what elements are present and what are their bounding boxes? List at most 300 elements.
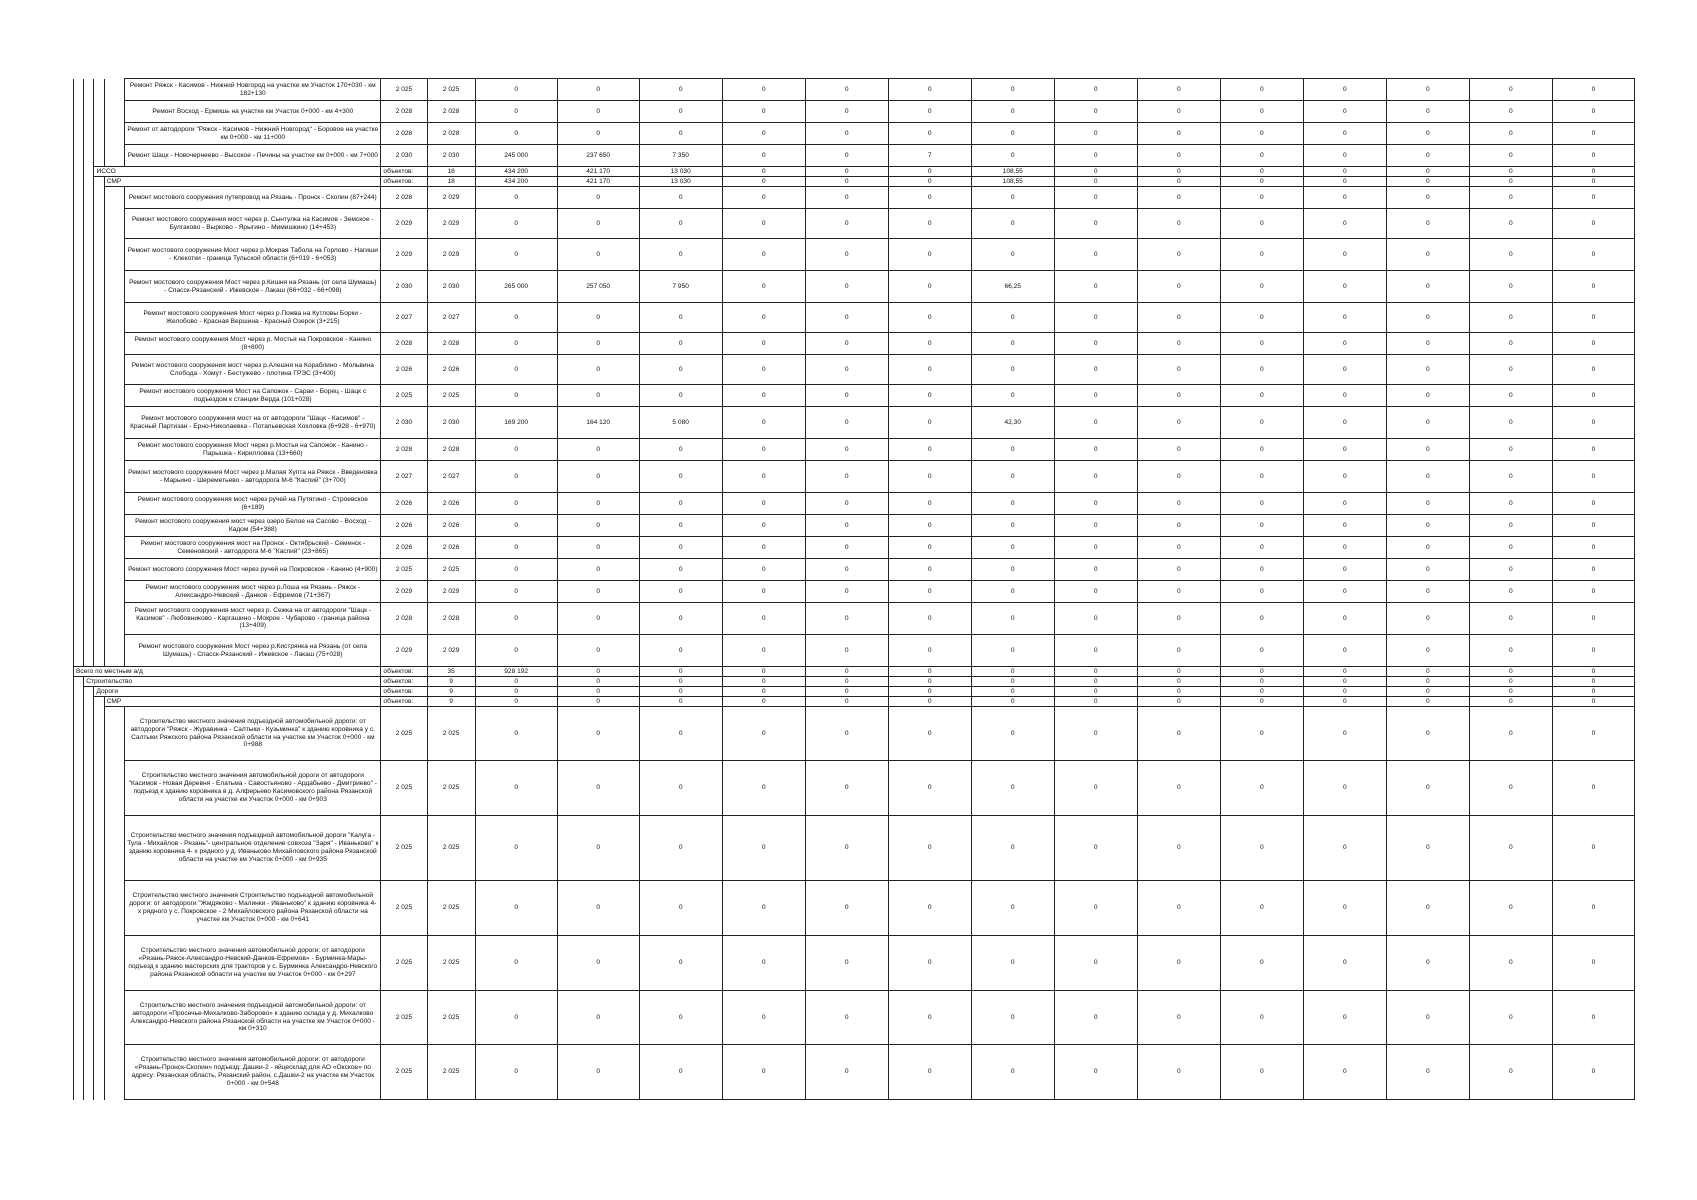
value-cell: 0 bbox=[888, 635, 971, 667]
value-cell: 0 bbox=[1552, 559, 1634, 581]
value-cell: 0 bbox=[1386, 707, 1469, 761]
value-cell: 0 bbox=[1220, 303, 1303, 333]
value-cell: 0 bbox=[1552, 239, 1634, 271]
indent-cell bbox=[74, 439, 84, 461]
object-name-cell: Ремонт Ряжск - Касимов - Нижний Новгород на участке км Участок 170+030 - км 182+130 bbox=[125, 79, 381, 101]
value-cell: 0 bbox=[1386, 271, 1469, 303]
object-name-cell: Строительство местного значения подъездной автомобильной дороги: от автодороги "Ряжск - Журавинка - Салтыки - Кузьминка" к зданию коровника у с. Салтыки Ряжского района Рязанской области на участке км Участок 0+000 - км 0+988 bbox=[125, 707, 381, 761]
value-cell: 0 bbox=[1552, 355, 1634, 385]
value-cell: 0 bbox=[805, 881, 888, 936]
value-cell: 0 bbox=[1137, 581, 1220, 603]
value-cell: 0 bbox=[1054, 167, 1137, 177]
value-cell: 0 bbox=[888, 581, 971, 603]
value-cell: 0 bbox=[888, 239, 971, 271]
value-cell: 0 bbox=[1220, 936, 1303, 991]
indent-cell bbox=[104, 707, 124, 761]
indent-cell bbox=[74, 177, 84, 187]
value-cell: 0 bbox=[888, 991, 971, 1045]
value-cell: 0 bbox=[475, 79, 557, 101]
indent-cell bbox=[84, 303, 94, 333]
end-year-cell: 2 028 bbox=[427, 123, 475, 145]
value-cell: 0 bbox=[888, 355, 971, 385]
value-cell: 0 bbox=[1386, 667, 1469, 677]
value-cell: 0 bbox=[1303, 881, 1386, 936]
table-row bbox=[74, 936, 1635, 991]
indent-cell bbox=[74, 581, 84, 603]
value-cell: 0 bbox=[805, 209, 888, 239]
value-cell: 0 bbox=[1552, 209, 1634, 239]
object-name-cell: Строительство местного значения автомобильной дороги: от автодороги «Рязань-Пронск-Скопин» подъезд: Дашки-2 - яйцесклад для АО «Окское» по адресу: Рязанская область, Рязанский район, с.Дашки-2 на участке км Участок 0+000 - км 0+548 bbox=[125, 1045, 381, 1100]
value-cell: 0 bbox=[557, 439, 639, 461]
start-year-cell: 2 028 bbox=[381, 187, 427, 209]
value-cell: 0 bbox=[1137, 761, 1220, 816]
value-cell: 0 bbox=[1386, 881, 1469, 936]
value-cell: 0 bbox=[1303, 407, 1386, 439]
value-cell: 0 bbox=[971, 439, 1054, 461]
indent-cell bbox=[74, 991, 84, 1045]
indent-cell bbox=[84, 559, 94, 581]
indent-cell bbox=[84, 515, 94, 537]
value-cell: 0 bbox=[557, 461, 639, 493]
value-cell: 0 bbox=[1386, 333, 1469, 355]
start-year-cell: 2 030 bbox=[381, 407, 427, 439]
end-year-cell: 2 025 bbox=[427, 816, 475, 881]
start-year-cell: 2 028 bbox=[381, 333, 427, 355]
value-cell: 0 bbox=[475, 559, 557, 581]
object-name-cell: Ремонт мостового сооружения мост через р.Алешня на Кораблино - Мольвина Слобода - Хомут - Бестужево - плотина ГРЭС (3+400) bbox=[125, 355, 381, 385]
group-label-cell: СМР bbox=[104, 177, 381, 187]
value-cell: 0 bbox=[805, 559, 888, 581]
value-cell: 0 bbox=[1552, 603, 1634, 635]
end-year-cell: 2 028 bbox=[427, 603, 475, 635]
value-cell: 0 bbox=[639, 439, 722, 461]
value-cell: 0 bbox=[805, 239, 888, 271]
value-cell: 0 bbox=[557, 493, 639, 515]
table-row bbox=[74, 559, 1635, 581]
indent-cell bbox=[94, 239, 104, 271]
table-row bbox=[74, 145, 1635, 167]
value-cell: 0 bbox=[888, 761, 971, 816]
value-cell: 0 bbox=[1552, 761, 1634, 816]
value-cell: 0 bbox=[722, 123, 805, 145]
value-cell: 0 bbox=[888, 603, 971, 635]
value-cell: 0 bbox=[1220, 677, 1303, 687]
value-cell: 0 bbox=[1054, 79, 1137, 101]
value-cell: 0 bbox=[971, 581, 1054, 603]
value-cell: 0 bbox=[1552, 303, 1634, 333]
value-cell: 0 bbox=[1054, 936, 1137, 991]
value-cell: 7 350 bbox=[639, 145, 722, 167]
value-cell: 0 bbox=[971, 707, 1054, 761]
value-cell: 0 bbox=[1469, 1045, 1552, 1100]
objects-count-cell: 9 bbox=[427, 697, 475, 707]
start-year-cell: 2 028 bbox=[381, 101, 427, 123]
end-year-cell: 2 026 bbox=[427, 515, 475, 537]
value-cell: 0 bbox=[1054, 355, 1137, 385]
end-year-cell: 2 025 bbox=[427, 385, 475, 407]
indent-cell bbox=[74, 209, 84, 239]
value-cell: 0 bbox=[1054, 881, 1137, 936]
value-cell: 0 bbox=[1220, 493, 1303, 515]
indent-cell bbox=[84, 439, 94, 461]
value-cell: 0 bbox=[1137, 991, 1220, 1045]
value-cell: 0 bbox=[1303, 167, 1386, 177]
value-cell: 0 bbox=[971, 537, 1054, 559]
value-cell: 0 bbox=[805, 101, 888, 123]
table-row bbox=[74, 761, 1635, 816]
value-cell: 0 bbox=[1469, 177, 1552, 187]
value-cell: 0 bbox=[722, 355, 805, 385]
value-cell: 0 bbox=[1469, 881, 1552, 936]
value-cell: 0 bbox=[722, 761, 805, 816]
value-cell: 0 bbox=[1054, 177, 1137, 187]
value-cell: 0 bbox=[1054, 333, 1137, 355]
value-cell: 0 bbox=[971, 687, 1054, 697]
value-cell: 0 bbox=[805, 635, 888, 667]
value-cell: 0 bbox=[1386, 493, 1469, 515]
value-cell: 0 bbox=[557, 936, 639, 991]
indent-cell bbox=[94, 991, 104, 1045]
value-cell: 0 bbox=[722, 209, 805, 239]
value-cell: 0 bbox=[1220, 177, 1303, 187]
value-cell: 0 bbox=[1386, 635, 1469, 667]
indent-cell bbox=[84, 123, 94, 145]
value-cell: 0 bbox=[1469, 537, 1552, 559]
indent-cell bbox=[84, 707, 94, 761]
value-cell: 0 bbox=[1469, 816, 1552, 881]
value-cell: 0 bbox=[1054, 407, 1137, 439]
indent-cell bbox=[74, 677, 84, 687]
group-label-cell: Дороги bbox=[94, 687, 381, 697]
value-cell: 0 bbox=[1386, 355, 1469, 385]
value-cell: 0 bbox=[722, 303, 805, 333]
value-cell: 0 bbox=[1552, 677, 1634, 687]
value-cell: 0 bbox=[888, 667, 971, 677]
value-cell: 0 bbox=[971, 603, 1054, 635]
value-cell: 0 bbox=[1552, 687, 1634, 697]
value-cell: 0 bbox=[1552, 101, 1634, 123]
value-cell: 0 bbox=[1303, 209, 1386, 239]
end-year-cell: 2 025 bbox=[427, 991, 475, 1045]
value-cell: 0 bbox=[1137, 187, 1220, 209]
value-cell: 0 bbox=[1220, 515, 1303, 537]
value-cell: 0 bbox=[971, 991, 1054, 1045]
indent-cell bbox=[74, 559, 84, 581]
value-cell: 0 bbox=[557, 101, 639, 123]
value-cell: 0 bbox=[639, 677, 722, 687]
value-cell: 0 bbox=[1137, 559, 1220, 581]
value-cell: 0 bbox=[722, 167, 805, 177]
value-cell: 0 bbox=[639, 707, 722, 761]
value-cell: 0 bbox=[557, 635, 639, 667]
value-cell: 0 bbox=[1137, 515, 1220, 537]
indent-cell bbox=[104, 355, 124, 385]
value-cell: 0 bbox=[1220, 187, 1303, 209]
indent-cell bbox=[84, 816, 94, 881]
value-cell: 0 bbox=[805, 515, 888, 537]
value-cell: 0 bbox=[1552, 333, 1634, 355]
start-year-cell: 2 030 bbox=[381, 145, 427, 167]
table-row bbox=[74, 515, 1635, 537]
value-cell: 0 bbox=[971, 385, 1054, 407]
value-cell: 0 bbox=[971, 333, 1054, 355]
indent-cell bbox=[104, 461, 124, 493]
value-cell: 0 bbox=[1303, 677, 1386, 687]
value-cell: 0 bbox=[557, 559, 639, 581]
value-cell: 0 bbox=[557, 79, 639, 101]
group-label-cell: Всего по местным а/д bbox=[74, 667, 381, 677]
value-cell: 0 bbox=[639, 355, 722, 385]
indent-cell bbox=[74, 515, 84, 537]
value-cell: 0 bbox=[971, 461, 1054, 493]
value-cell: 0 bbox=[1386, 177, 1469, 187]
value-cell: 0 bbox=[639, 239, 722, 271]
value-cell: 0 bbox=[1137, 881, 1220, 936]
value-cell: 0 bbox=[805, 385, 888, 407]
value-cell: 0 bbox=[1220, 881, 1303, 936]
value-cell: 0 bbox=[805, 936, 888, 991]
value-cell: 0 bbox=[1469, 677, 1552, 687]
indent-cell bbox=[84, 493, 94, 515]
value-cell: 0 bbox=[1469, 603, 1552, 635]
value-cell: 164 120 bbox=[557, 407, 639, 439]
indent-cell bbox=[74, 407, 84, 439]
value-cell: 0 bbox=[639, 209, 722, 239]
objects-count-cell: 9 bbox=[427, 687, 475, 697]
value-cell: 0 bbox=[1386, 239, 1469, 271]
value-cell: 0 bbox=[475, 991, 557, 1045]
value-cell: 0 bbox=[1303, 761, 1386, 816]
value-cell: 0 bbox=[1552, 187, 1634, 209]
value-cell: 0 bbox=[1386, 303, 1469, 333]
end-year-cell: 2 029 bbox=[427, 239, 475, 271]
value-cell: 0 bbox=[1469, 635, 1552, 667]
value-cell: 0 bbox=[1220, 667, 1303, 677]
value-cell: 0 bbox=[475, 816, 557, 881]
value-cell: 0 bbox=[971, 667, 1054, 677]
value-cell: 0 bbox=[722, 239, 805, 271]
value-cell: 0 bbox=[557, 209, 639, 239]
value-cell: 0 bbox=[1220, 707, 1303, 761]
value-cell: 0 bbox=[805, 407, 888, 439]
table-row bbox=[74, 603, 1635, 635]
value-cell: 0 bbox=[1386, 936, 1469, 991]
indent-cell bbox=[94, 209, 104, 239]
value-cell: 421 170 bbox=[557, 167, 639, 177]
value-cell: 0 bbox=[1469, 439, 1552, 461]
value-cell: 0 bbox=[1303, 461, 1386, 493]
value-cell: 0 bbox=[805, 603, 888, 635]
value-cell: 0 bbox=[1469, 79, 1552, 101]
object-name-cell: Ремонт мостового сооружения Мост через р.Кистрянка на Рязань (от села Шумашь) - Спасск-Рязанский - Ижевское - Лакаш (75+028) bbox=[125, 635, 381, 667]
end-year-cell: 2 030 bbox=[427, 145, 475, 167]
object-name-cell: Ремонт мостового сооружения мост через р. Сынтулка на Касимов - Земское - Булгаково - Вырково - Ярыгино - Мимишкино (14+453) bbox=[125, 209, 381, 239]
end-year-cell: 2 028 bbox=[427, 101, 475, 123]
object-name-cell: Ремонт мостового сооружения Мост через р.Кишня на Рязань (от села Шумашь) - Спасск-Рязанский - Ижевское - Лакаш (66+032 - 66+098) bbox=[125, 271, 381, 303]
end-year-cell: 2 025 bbox=[427, 881, 475, 936]
value-cell: 0 bbox=[1303, 687, 1386, 697]
indent-cell bbox=[104, 635, 124, 667]
value-cell: 0 bbox=[888, 881, 971, 936]
table-row bbox=[74, 385, 1635, 407]
table-row bbox=[74, 209, 1635, 239]
value-cell: 0 bbox=[722, 677, 805, 687]
table-row bbox=[74, 407, 1635, 439]
end-year-cell: 2 025 bbox=[427, 1045, 475, 1100]
value-cell: 0 bbox=[1469, 991, 1552, 1045]
value-cell: 0 bbox=[1137, 816, 1220, 881]
indent-cell bbox=[94, 79, 104, 101]
value-cell: 0 bbox=[1054, 303, 1137, 333]
indent-cell bbox=[84, 1045, 94, 1100]
value-cell: 237 650 bbox=[557, 145, 639, 167]
value-cell: 0 bbox=[1552, 581, 1634, 603]
value-cell: 0 bbox=[1469, 581, 1552, 603]
value-cell: 434 200 bbox=[475, 167, 557, 177]
indent-cell bbox=[74, 761, 84, 816]
value-cell: 0 bbox=[1220, 407, 1303, 439]
start-year-cell: 2 028 bbox=[381, 603, 427, 635]
value-cell: 0 bbox=[1303, 537, 1386, 559]
value-cell: 421 170 bbox=[557, 177, 639, 187]
table-row bbox=[74, 355, 1635, 385]
value-cell: 0 bbox=[1054, 635, 1137, 667]
start-year-cell: 2 025 bbox=[381, 385, 427, 407]
object-name-cell: Ремонт мостового сооружения Мост через р.Мокрая Табола на Горлово - Нагиши - Клекотки - граница Тульской области (6+019 - 6+053) bbox=[125, 239, 381, 271]
value-cell: 0 bbox=[475, 635, 557, 667]
indent-cell bbox=[94, 603, 104, 635]
value-cell: 0 bbox=[1303, 303, 1386, 333]
end-year-cell: 2 025 bbox=[427, 707, 475, 761]
value-cell: 0 bbox=[475, 677, 557, 687]
indent-cell bbox=[74, 123, 84, 145]
value-cell: 0 bbox=[971, 881, 1054, 936]
start-year-cell: 2 025 bbox=[381, 559, 427, 581]
value-cell: 0 bbox=[1220, 333, 1303, 355]
indent-cell bbox=[84, 761, 94, 816]
value-cell: 0 bbox=[805, 145, 888, 167]
start-year-cell: 2 025 bbox=[381, 816, 427, 881]
indent-cell bbox=[104, 385, 124, 407]
value-cell: 0 bbox=[1303, 991, 1386, 1045]
indent-cell bbox=[84, 167, 94, 177]
value-cell: 0 bbox=[1054, 581, 1137, 603]
value-cell: 0 bbox=[722, 816, 805, 881]
value-cell: 0 bbox=[1386, 167, 1469, 177]
value-cell: 0 bbox=[1220, 209, 1303, 239]
value-cell: 0 bbox=[888, 687, 971, 697]
table-row bbox=[74, 101, 1635, 123]
value-cell: 0 bbox=[1386, 461, 1469, 493]
value-cell: 0 bbox=[475, 1045, 557, 1100]
start-year-cell: 2 026 bbox=[381, 493, 427, 515]
summary-row bbox=[74, 677, 1635, 687]
value-cell: 257 050 bbox=[557, 271, 639, 303]
value-cell: 0 bbox=[1137, 1045, 1220, 1100]
value-cell: 0 bbox=[971, 79, 1054, 101]
value-cell: 0 bbox=[1469, 145, 1552, 167]
value-cell: 7 bbox=[888, 145, 971, 167]
value-cell: 0 bbox=[1137, 177, 1220, 187]
value-cell: 0 bbox=[1469, 515, 1552, 537]
indent-cell bbox=[94, 936, 104, 991]
objects-count-cell: 18 bbox=[427, 177, 475, 187]
objects-label-cell: объектов: bbox=[381, 667, 427, 677]
value-cell: 0 bbox=[1386, 559, 1469, 581]
table-row bbox=[74, 635, 1635, 667]
indent-cell bbox=[74, 271, 84, 303]
value-cell: 0 bbox=[1220, 603, 1303, 635]
object-name-cell: Ремонт мостового сооружения мост на от автодороги "Шацк - Касимов" - Красный Партизан - Ерно-Николаевка - Потапьевская Хохловка (6+928 - 6+970) bbox=[125, 407, 381, 439]
value-cell: 0 bbox=[557, 537, 639, 559]
indent-cell bbox=[74, 687, 84, 697]
value-cell: 0 bbox=[1552, 816, 1634, 881]
indent-cell bbox=[104, 559, 124, 581]
table-row bbox=[74, 493, 1635, 515]
value-cell: 0 bbox=[1469, 209, 1552, 239]
value-cell: 0 bbox=[722, 697, 805, 707]
value-cell: 0 bbox=[1552, 271, 1634, 303]
value-cell: 0 bbox=[888, 187, 971, 209]
value-cell: 0 bbox=[1303, 145, 1386, 167]
value-cell: 0 bbox=[1054, 697, 1137, 707]
value-cell: 0 bbox=[888, 303, 971, 333]
indent-cell bbox=[74, 493, 84, 515]
value-cell: 0 bbox=[1137, 167, 1220, 177]
start-year-cell: 2 028 bbox=[381, 123, 427, 145]
value-cell: 0 bbox=[1054, 101, 1137, 123]
value-cell: 0 bbox=[805, 177, 888, 187]
value-cell: 0 bbox=[971, 303, 1054, 333]
object-name-cell: Ремонт мостового сооружения мост на Пронск - Октябрьский - Семенск - Семеновский - автодорога М-6 "Каспий" (23+865) bbox=[125, 537, 381, 559]
indent-cell bbox=[84, 537, 94, 559]
value-cell: 0 bbox=[557, 187, 639, 209]
table-row bbox=[74, 303, 1635, 333]
end-year-cell: 2 027 bbox=[427, 461, 475, 493]
value-cell: 0 bbox=[1137, 101, 1220, 123]
indent-cell bbox=[104, 209, 124, 239]
value-cell: 0 bbox=[1303, 101, 1386, 123]
value-cell: 0 bbox=[1220, 537, 1303, 559]
value-cell: 0 bbox=[971, 697, 1054, 707]
value-cell: 0 bbox=[971, 816, 1054, 881]
indent-cell bbox=[84, 271, 94, 303]
value-cell: 0 bbox=[1552, 79, 1634, 101]
value-cell: 0 bbox=[888, 79, 971, 101]
value-cell: 0 bbox=[1469, 493, 1552, 515]
value-cell: 0 bbox=[557, 355, 639, 385]
indent-cell bbox=[94, 385, 104, 407]
value-cell: 265 000 bbox=[475, 271, 557, 303]
value-cell: 0 bbox=[1054, 461, 1137, 493]
value-cell: 13 030 bbox=[639, 167, 722, 177]
indent-cell bbox=[74, 461, 84, 493]
value-cell: 0 bbox=[888, 385, 971, 407]
value-cell: 66,25 bbox=[971, 271, 1054, 303]
value-cell: 0 bbox=[722, 177, 805, 187]
value-cell: 0 bbox=[1469, 355, 1552, 385]
value-cell: 0 bbox=[1220, 167, 1303, 177]
value-cell: 0 bbox=[971, 677, 1054, 687]
object-name-cell: Ремонт мостового сооружения Мост через р. Мостья на Покровское - Канино (8+800) bbox=[125, 333, 381, 355]
value-cell: 0 bbox=[805, 1045, 888, 1100]
value-cell: 0 bbox=[1386, 677, 1469, 687]
value-cell: 0 bbox=[1303, 635, 1386, 667]
indent-cell bbox=[94, 177, 104, 187]
value-cell: 0 bbox=[639, 333, 722, 355]
indent-cell bbox=[74, 145, 84, 167]
value-cell: 0 bbox=[639, 101, 722, 123]
